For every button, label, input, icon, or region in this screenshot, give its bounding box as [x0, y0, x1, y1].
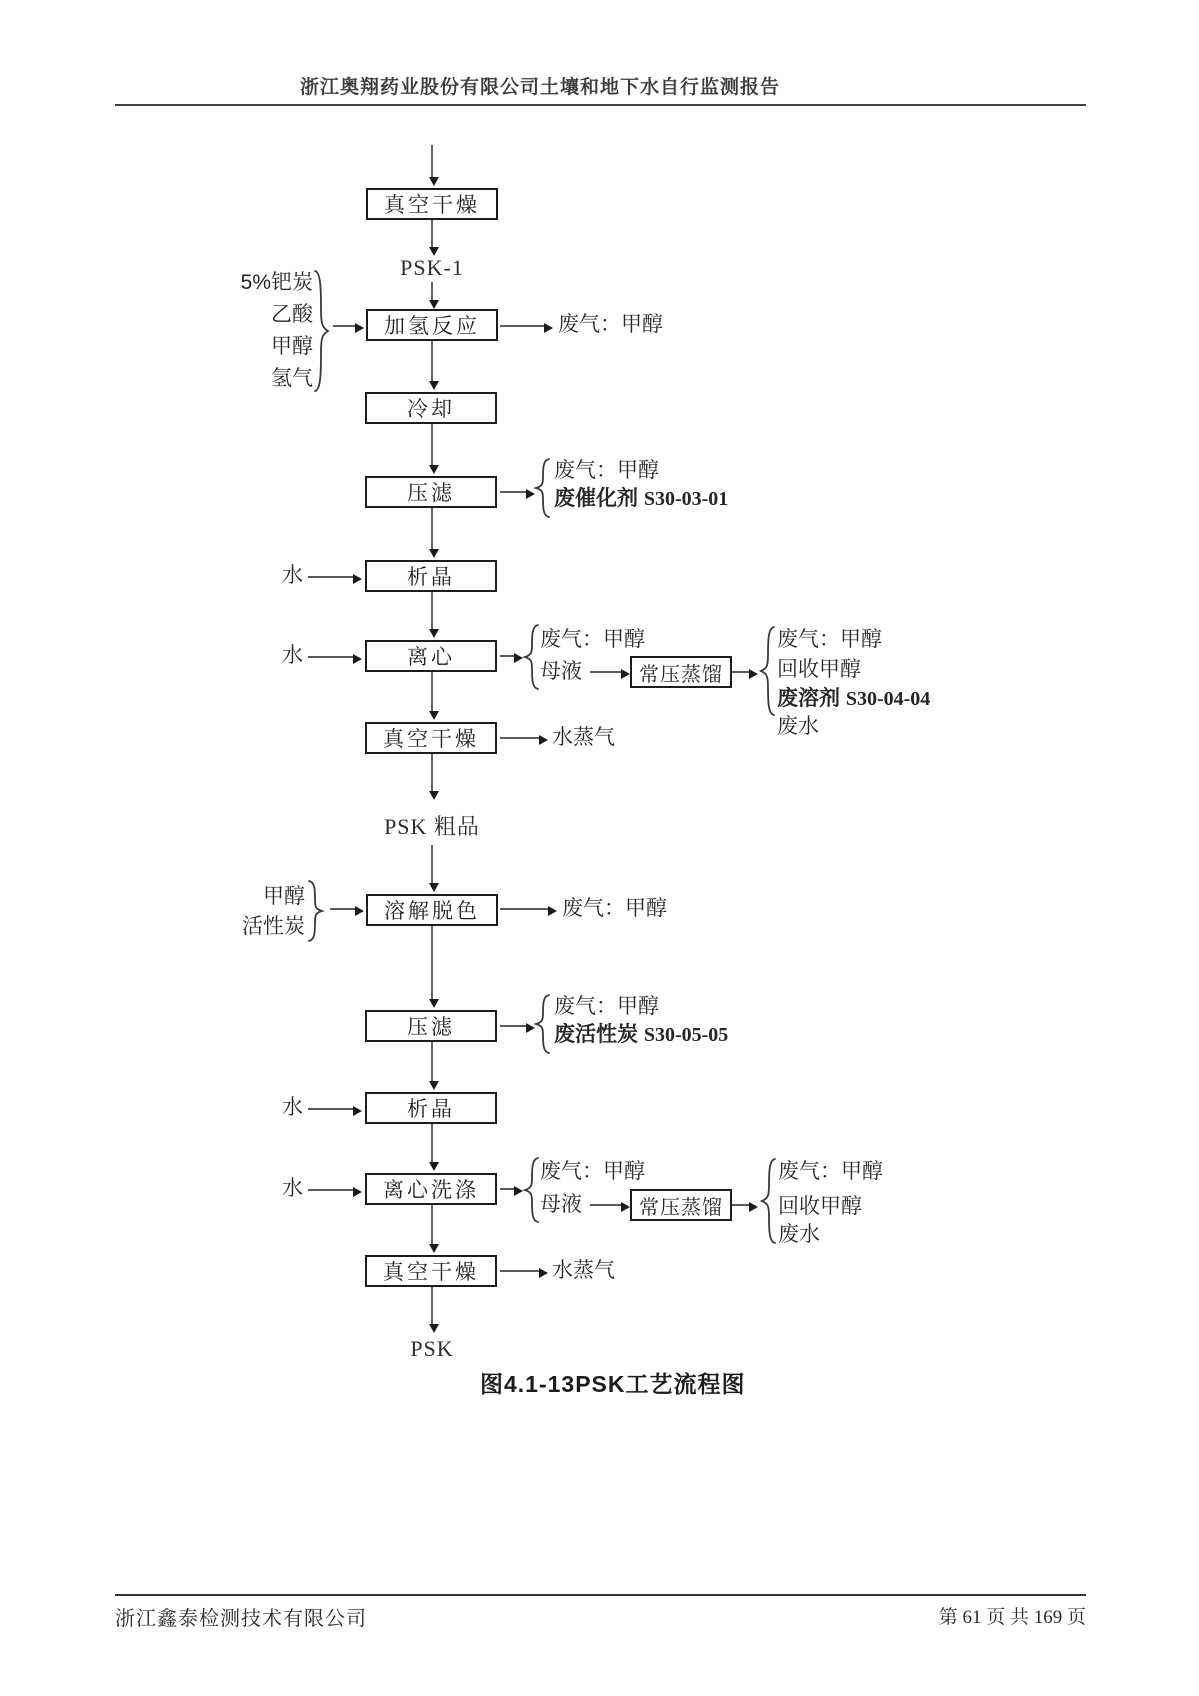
stage-label-psk: PSK	[410, 1336, 454, 1361]
output-offgas-7: 废气：甲醇	[540, 1160, 645, 1183]
distill-out-arrow-2	[732, 1204, 749, 1206]
process-box-press-filter-1: 压滤	[365, 476, 497, 508]
process-box-centrifuge: 离心	[365, 640, 497, 672]
input-label-methanol: 甲醇	[271, 335, 313, 358]
output-recovered-methanol-2: 回收甲醇	[778, 1195, 862, 1218]
distill-out-arrow-1	[732, 671, 749, 673]
header-rule	[115, 104, 1086, 106]
stage-label-psk1: PSK-1	[400, 255, 464, 280]
flow-arrow	[431, 672, 433, 711]
output-mother-liquor-2: 母液	[540, 1193, 582, 1216]
output-arrow-centrifuge-wash	[500, 1188, 514, 1190]
flow-arrow	[431, 341, 433, 381]
flow-arrow	[431, 282, 433, 300]
process-box-vacuum-dry-2: 真空干燥	[365, 722, 497, 754]
flow-arrow	[431, 1124, 433, 1162]
water-arrow-1	[308, 576, 353, 578]
input-label-hydrogen: 氢气	[271, 367, 313, 390]
process-box-vacuum-dry-3: 真空干燥	[365, 1255, 497, 1287]
input-label-pd-carbon: 5%钯炭	[240, 271, 313, 294]
footer-company: 浙江鑫泰检测技术有限公司	[115, 1608, 367, 1630]
flow-arrow	[431, 926, 433, 999]
water-arrow-4	[308, 1189, 353, 1191]
output-steam-1: 水蒸气	[552, 726, 615, 749]
flow-arrow	[431, 220, 433, 247]
output-arrow-press-filter-1	[500, 491, 526, 493]
process-box-crystallize-2: 析晶	[365, 1092, 497, 1124]
output-mother-liquor-1: 母液	[540, 660, 582, 683]
output-arrow-press-filter-2	[500, 1025, 526, 1027]
output-arrow-vacuum-dry-2	[500, 737, 539, 739]
spent-catalyst-label: 废催化剂	[554, 487, 638, 510]
output-offgas-1: 废气：甲醇	[558, 313, 663, 336]
input-label-water-3: 水	[282, 1096, 303, 1119]
input-label-activated-carbon: 活性炭	[242, 915, 305, 938]
mother-liquor-arrow-2	[590, 1204, 621, 1206]
input-arrow-2	[330, 908, 355, 910]
input-label-methanol-2: 甲醇	[263, 885, 305, 908]
process-box-vacuum-dry-1: 真空干燥	[366, 188, 498, 220]
output-arrow-hydrogenation	[500, 325, 544, 327]
output-brace-distill-1	[759, 626, 775, 716]
process-box-atm-distill-2: 常压蒸馏	[630, 1189, 732, 1221]
process-box-press-filter-2: 压滤	[365, 1010, 497, 1042]
output-brace-distill-2	[760, 1158, 776, 1244]
process-box-dissolve-decolor: 溶解脱色	[366, 894, 498, 926]
output-brace-centrifuge-wash	[523, 1157, 539, 1223]
spent-carbon-code: S30-05-05	[643, 1024, 729, 1046]
output-offgas-8: 废气：甲醇	[778, 1160, 883, 1183]
flow-arrow-entry	[431, 145, 433, 177]
output-spent-carbon	[554, 1024, 728, 1046]
output-offgas-3: 废气：甲醇	[540, 628, 645, 651]
output-offgas-2: 废气：甲醇	[554, 459, 659, 482]
process-box-centrifuge-wash: 离心洗涤	[365, 1173, 497, 1205]
footer-rule	[115, 1594, 1086, 1596]
output-offgas-5: 废气：甲醇	[562, 897, 667, 920]
flow-arrow	[431, 508, 433, 549]
output-offgas-6: 废气：甲醇	[554, 995, 659, 1018]
output-brace-centrifuge	[523, 624, 539, 690]
output-recovered-methanol-1: 回收甲醇	[777, 658, 861, 681]
footer-page-info: 第 61 页 共 169 页	[938, 1607, 1086, 1628]
output-brace-press-filter-2	[534, 994, 550, 1054]
flow-arrow	[431, 592, 433, 629]
input-label-water-2: 水	[282, 644, 303, 667]
report-header-title: 浙江奥翔药业股份有限公司土壤和地下水自行监测报告	[299, 77, 780, 98]
flow-arrow	[431, 754, 433, 791]
input-label-acetic-acid: 乙酸	[271, 303, 313, 326]
figure-caption: 图4.1-13PSK工艺流程图	[480, 1371, 746, 1397]
process-box-atm-distill-1: 常压蒸馏	[630, 656, 732, 688]
process-box-crystallize-1: 析晶	[365, 560, 497, 592]
input-brace-2	[308, 880, 324, 942]
output-wastewater-1: 废水	[777, 715, 819, 738]
flow-arrow	[431, 845, 433, 883]
output-spent-catalyst	[554, 488, 728, 510]
input-label-water-1: 水	[282, 564, 303, 587]
spent-carbon-label: 废活性炭	[554, 1023, 638, 1046]
input-label-water-4: 水	[282, 1177, 303, 1200]
input-arrow-1	[333, 325, 355, 327]
flow-arrow	[431, 1205, 433, 1244]
output-spent-solvent	[777, 688, 930, 710]
output-offgas-4: 废气：甲醇	[777, 628, 882, 651]
process-box-cooling: 冷却	[365, 392, 497, 424]
input-brace-1	[314, 270, 330, 392]
stage-label-psk-crude: PSK 粗品	[384, 814, 480, 839]
water-arrow-2	[308, 656, 353, 658]
mother-liquor-arrow-1	[590, 671, 621, 673]
flow-arrow	[431, 424, 433, 465]
spent-solvent-code: S30-04-04	[845, 688, 931, 710]
water-arrow-3	[308, 1108, 353, 1110]
spent-catalyst-code: S30-03-01	[643, 488, 729, 510]
process-box-hydrogenation: 加氢反应	[366, 309, 498, 341]
output-arrow-decolor	[500, 908, 548, 910]
output-arrow-centrifuge	[500, 655, 514, 657]
output-arrow-vacuum-dry-3	[500, 1270, 539, 1272]
output-steam-2: 水蒸气	[552, 1259, 615, 1282]
output-brace-press-filter-1	[534, 458, 550, 518]
output-wastewater-2: 废水	[778, 1223, 820, 1246]
flow-arrow-exit	[431, 1287, 433, 1324]
spent-solvent-label: 废溶剂	[777, 687, 840, 710]
flow-arrow	[431, 1042, 433, 1081]
